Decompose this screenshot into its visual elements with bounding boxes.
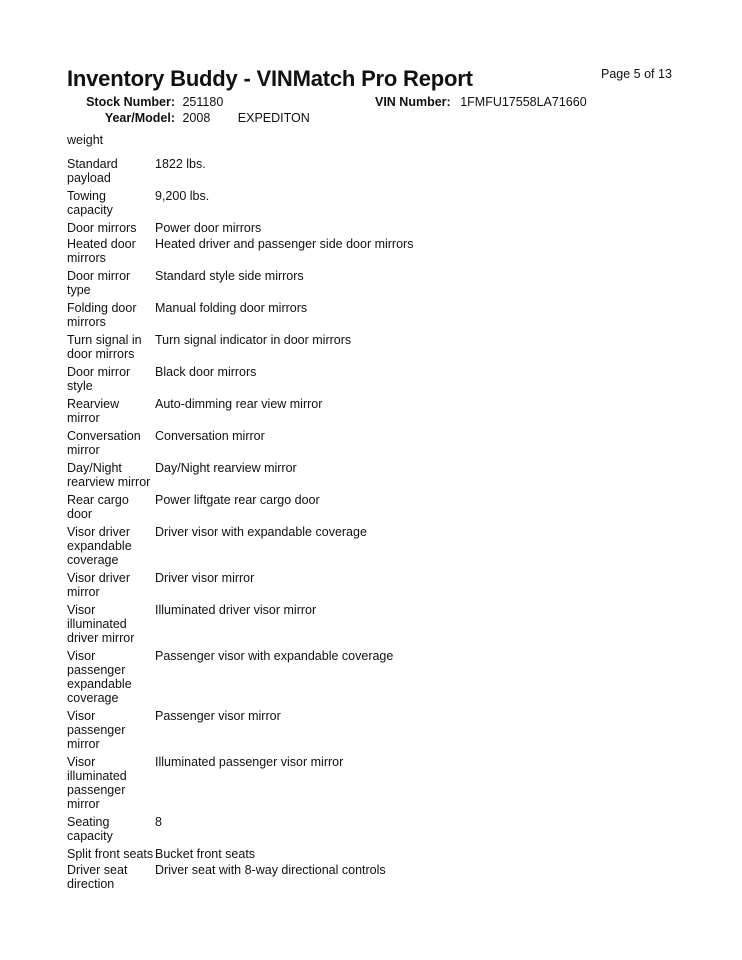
model-value: EXPEDITON <box>237 111 310 125</box>
spec-value: 9,200 lbs. <box>155 189 210 203</box>
spec-label: Visor driver mirror <box>67 571 130 599</box>
spec-label: Visor driver expandable coverage <box>67 525 132 567</box>
stock-number-label: Stock Number: <box>86 95 175 109</box>
page-number: Page 5 of 13 <box>601 67 672 81</box>
spec-value: 8 <box>155 815 162 829</box>
vin-number-label: VIN Number: <box>375 95 451 109</box>
spec-label: Split front seats <box>67 847 154 861</box>
spec-row <box>67 461 413 489</box>
spec-row <box>67 571 413 599</box>
spec-label: Door mirror type <box>67 269 131 297</box>
spec-row <box>67 333 413 361</box>
spec-label: Visor illuminated driver mirror <box>67 603 135 645</box>
spec-value: Day/Night rearview mirror <box>155 461 297 475</box>
year-model <box>67 111 310 125</box>
spec-value: Power liftgate rear cargo door <box>155 493 320 507</box>
vin-number-value: 1FMFU17558LA71660 <box>460 95 587 109</box>
spec-value: Black door mirrors <box>155 365 257 379</box>
spec-row <box>67 863 413 891</box>
spec-label: Visor passenger expandable coverage <box>67 649 132 705</box>
spec-label: Rearview mirror <box>67 397 120 425</box>
spec-label: Visor passenger mirror <box>67 709 126 751</box>
spec-label: Door mirrors <box>67 221 137 235</box>
spec-row <box>67 269 413 297</box>
spec-row <box>67 709 413 751</box>
spec-label: Heated door mirrors <box>67 237 136 265</box>
spec-row <box>67 237 413 265</box>
spec-row <box>67 815 413 843</box>
spec-value: Driver seat with 8-way directional controls <box>155 863 386 877</box>
vin-number <box>375 95 587 109</box>
spec-value: Standard style side mirrors <box>155 269 304 283</box>
spec-label: Driver seat direction <box>67 863 128 891</box>
spec-row <box>67 397 413 425</box>
spec-value: Conversation mirror <box>155 429 265 443</box>
spec-value: Passenger visor with expandable coverage <box>155 649 394 663</box>
spec-value: Driver visor mirror <box>155 571 255 585</box>
spec-label: Seating capacity <box>67 815 113 843</box>
spec-value: Auto-dimming rear view mirror <box>155 397 323 411</box>
spec-row <box>67 157 413 185</box>
spec-value: Illuminated passenger visor mirror <box>155 755 344 769</box>
spec-row <box>67 221 413 235</box>
spec-label: Door mirror style <box>67 365 131 393</box>
spec-value: Illuminated driver visor mirror <box>155 603 317 617</box>
stock-number <box>67 95 223 109</box>
spec-row <box>67 649 413 705</box>
spec-row <box>67 365 413 393</box>
year-value: 2008 <box>182 111 211 125</box>
spec-value: Power door mirrors <box>155 221 262 235</box>
spec-label: Day/Night rearview mirror <box>67 461 151 489</box>
year-model-label: Year/Model: <box>104 111 175 125</box>
spec-value: 1822 lbs. <box>155 157 206 171</box>
spec-label: Folding door mirrors <box>67 301 137 329</box>
spec-row <box>67 755 413 811</box>
spec-value: Turn signal indicator in door mirrors <box>155 333 352 347</box>
report-title: Inventory Buddy - VINMatch Pro Report <box>67 66 473 91</box>
spec-row <box>67 429 413 457</box>
spec-value: Manual folding door mirrors <box>155 301 308 315</box>
spec-label: Turn signal in door mirrors <box>67 333 142 361</box>
spec-value: Driver visor with expandable coverage <box>155 525 367 539</box>
spec-value: Heated driver and passenger side door mirrors <box>155 237 414 251</box>
spec-row <box>67 847 413 861</box>
spec-list <box>67 133 413 895</box>
stock-number-value: 251180 <box>182 95 224 109</box>
spec-row <box>67 603 413 645</box>
spec-value: Passenger visor mirror <box>155 709 281 723</box>
spec-label: Conversation mirror <box>67 429 141 457</box>
spec-row <box>67 189 413 217</box>
continued-label <box>67 133 413 147</box>
spec-row <box>67 525 413 567</box>
continued-label-text: weight <box>67 133 104 147</box>
spec-row <box>67 301 413 329</box>
spec-label: Visor illuminated passenger mirror <box>67 755 127 811</box>
spec-value: Bucket front seats <box>155 847 256 861</box>
spec-label: Standard payload <box>67 157 118 185</box>
spec-label: Rear cargo door <box>67 493 129 521</box>
spec-label: Towing capacity <box>67 189 113 217</box>
spec-row <box>67 493 413 521</box>
